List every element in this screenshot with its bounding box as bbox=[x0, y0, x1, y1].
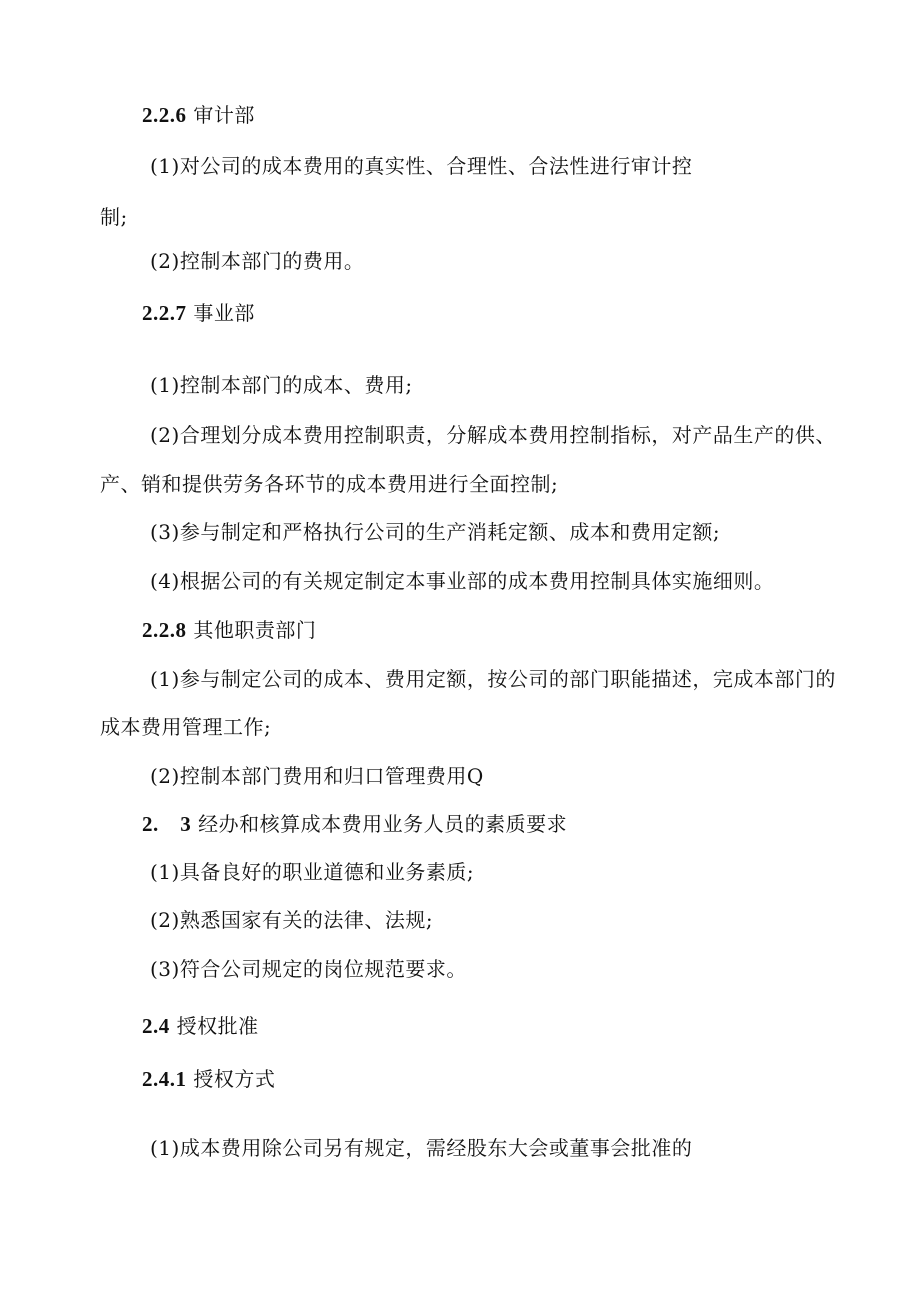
heading-title: 经办和核算成本费用业务人员的素质要求 bbox=[198, 812, 568, 836]
heading-number: 2. 3 bbox=[142, 812, 192, 836]
paragraph-line: (1)控制本部门的成本、费用; bbox=[150, 373, 413, 397]
heading-number: 2.2.6 bbox=[142, 103, 187, 127]
paragraph-line: (1)参与制定公司的成本、费用定额，按公司的部门职能描述，完成本部门的 bbox=[150, 667, 836, 691]
paragraph-line: 制; bbox=[100, 205, 128, 229]
heading-number: 2.2.8 bbox=[142, 618, 187, 642]
paragraph-line: (2)控制本部门的费用。 bbox=[150, 249, 365, 273]
paragraph-line: (1)对公司的成本费用的真实性、合理性、合法性进行审计控 bbox=[150, 154, 693, 178]
paragraph-line: (3)参与制定和严格执行公司的生产消耗定额、成本和费用定额; bbox=[150, 520, 721, 544]
heading-2-2-8 bbox=[142, 617, 316, 643]
paragraph-line: (3)符合公司规定的岗位规范要求。 bbox=[150, 957, 467, 981]
paragraph-line: (4)根据公司的有关规定制定本事业部的成本费用控制具体实施细则。 bbox=[150, 569, 775, 593]
heading-2-3 bbox=[142, 811, 567, 837]
heading-2-4 bbox=[142, 1013, 259, 1039]
heading-number: 2.4.1 bbox=[142, 1067, 187, 1091]
heading-2-2-7 bbox=[142, 300, 255, 326]
heading-number: 2.4 bbox=[142, 1014, 170, 1038]
heading-2-2-6 bbox=[142, 102, 255, 128]
paragraph-line: (2)熟悉国家有关的法律、法规; bbox=[150, 908, 434, 932]
heading-2-4-1 bbox=[142, 1066, 275, 1092]
paragraph-line: (1)具备良好的职业道德和业务素质; bbox=[150, 860, 475, 884]
paragraph-line: (1)成本费用除公司另有规定，需经股东大会或董事会批准的 bbox=[150, 1136, 693, 1160]
paragraph-line: (2)控制本部门费用和归口管理费用Q bbox=[150, 764, 484, 788]
paragraph-line: (2)合理划分成本费用控制职责，分解成本费用控制指标，对产品生产的供、 bbox=[150, 423, 836, 447]
heading-title: 其他职责部门 bbox=[193, 618, 317, 642]
paragraph-line: 产、销和提供劳务各环节的成本费用进行全面控制; bbox=[100, 472, 559, 496]
heading-title: 审计部 bbox=[193, 103, 255, 127]
paragraph-line: 成本费用管理工作; bbox=[100, 715, 272, 739]
heading-title: 授权批准 bbox=[176, 1014, 259, 1038]
heading-title: 授权方式 bbox=[193, 1067, 276, 1091]
heading-number: 2.2.7 bbox=[142, 301, 187, 325]
heading-title: 事业部 bbox=[193, 301, 255, 325]
